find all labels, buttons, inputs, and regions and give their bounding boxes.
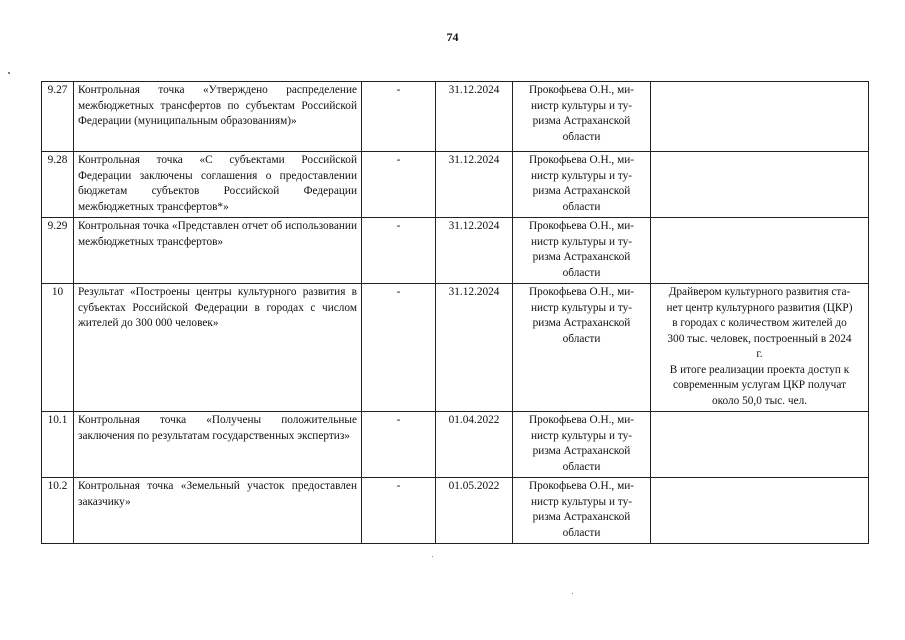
row-dash: - [362, 284, 436, 412]
row-date: 01.05.2022 [436, 478, 513, 544]
row-number: 9.28 [42, 152, 74, 218]
row-responsible [513, 284, 651, 412]
responsible-line: нистр культуры и ту- [530, 495, 633, 508]
responsible-line: области [562, 460, 601, 473]
note-line: 300 тыс. человек, построенный в 2024 [667, 332, 852, 345]
row-number: 10 [42, 284, 74, 412]
row-description: Результат «Построены центры культурного развития в субъектах Российской Федерации в городах с числом жителей до 300 000 человек» [74, 284, 362, 412]
responsible-line: области [562, 526, 601, 539]
responsible-line: нистр культуры и ту- [530, 301, 633, 314]
row-note [651, 82, 869, 152]
row-note [651, 412, 869, 478]
row-responsible [513, 82, 651, 152]
row-dash: - [362, 218, 436, 284]
note-line: г. [756, 348, 763, 360]
row-number: 10.2 [42, 478, 74, 544]
row-description: Контрольная точка «С субъектами Российской Федерации заключены соглашения о предоставлении бюджетам субъектов Российской Федерации межбюджетных трансфертов*» [74, 152, 362, 218]
row-date: 31.12.2024 [436, 284, 513, 412]
row-note [651, 152, 869, 218]
row-note [651, 284, 869, 412]
scan-speck [8, 72, 10, 74]
row-number: 9.29 [42, 218, 74, 284]
responsible-line: ризма Астраханской [532, 445, 631, 457]
row-dash: - [362, 412, 436, 478]
row-responsible [513, 218, 651, 284]
table-row [42, 478, 869, 544]
responsible-line: ризма Астраханской [532, 511, 631, 523]
plan-table-body [42, 82, 869, 544]
note-line: нет центр культурного развития (ЦКР) [666, 301, 853, 314]
scan-speck [572, 593, 573, 594]
row-dash: - [362, 82, 436, 152]
responsible-line: Прокофьева О.Н., ми- [528, 154, 635, 166]
row-responsible [513, 478, 651, 544]
responsible-line: области [562, 130, 601, 143]
row-description: Контрольная точка «Получены положительные заключения по результатам государственных экспертиз» [74, 412, 362, 478]
table-row [42, 152, 869, 218]
row-note [651, 478, 869, 544]
responsible-line: Прокофьева О.Н., ми- [528, 84, 635, 96]
page-number: 74 [446, 30, 459, 44]
responsible-line: области [562, 266, 601, 279]
table-row [42, 284, 869, 412]
row-dash: - [362, 152, 436, 218]
scan-speck [432, 556, 433, 557]
responsible-line: ризма Астраханской [532, 251, 631, 263]
responsible-line: нистр культуры и ту- [530, 235, 633, 248]
note-line: около 50,0 тыс. чел. [711, 394, 808, 407]
table-row [42, 412, 869, 478]
note-line: современным услугам ЦКР получат [672, 379, 847, 391]
note-line: Драйвером культурного развития ста- [668, 286, 851, 298]
row-note [651, 218, 869, 284]
plan-table [41, 81, 869, 544]
responsible-line: ризма Астраханской [532, 185, 631, 197]
row-responsible [513, 152, 651, 218]
responsible-line: нистр культуры и ту- [530, 429, 633, 442]
row-number: 10.1 [42, 412, 74, 478]
table-row [42, 218, 869, 284]
responsible-line: Прокофьева О.Н., ми- [528, 286, 635, 298]
row-number: 9.27 [42, 82, 74, 152]
table-row [42, 82, 869, 152]
note-line: в городах с количеством жителей до [672, 317, 847, 329]
responsible-line: области [562, 200, 601, 213]
responsible-line: Прокофьева О.Н., ми- [528, 480, 635, 492]
responsible-line: области [562, 332, 601, 345]
row-date: 31.12.2024 [436, 218, 513, 284]
row-dash: - [362, 478, 436, 544]
note-line: В итоге реализации проекта доступ к [669, 363, 850, 376]
row-date: 31.12.2024 [436, 152, 513, 218]
row-description: Контрольная точка «Утверждено распределение межбюджетных трансфертов по субъектам Российской Федерации (муниципальным образованиям)» [74, 82, 362, 152]
row-date: 31.12.2024 [436, 82, 513, 152]
responsible-line: нистр культуры и ту- [530, 169, 633, 182]
row-responsible [513, 412, 651, 478]
responsible-line: ризма Астраханской [532, 317, 631, 329]
responsible-line: Прокофьева О.Н., ми- [528, 414, 635, 426]
responsible-line: ризма Астраханской [532, 115, 631, 127]
row-date: 01.04.2022 [436, 412, 513, 478]
responsible-line: нистр культуры и ту- [530, 99, 633, 112]
row-description: Контрольная точка «Представлен отчет об использовании межбюджетных трансфертов» [74, 218, 362, 284]
row-description: Контрольная точка «Земельный участок предоставлен заказчику» [74, 478, 362, 544]
responsible-line: Прокофьева О.Н., ми- [528, 220, 635, 232]
